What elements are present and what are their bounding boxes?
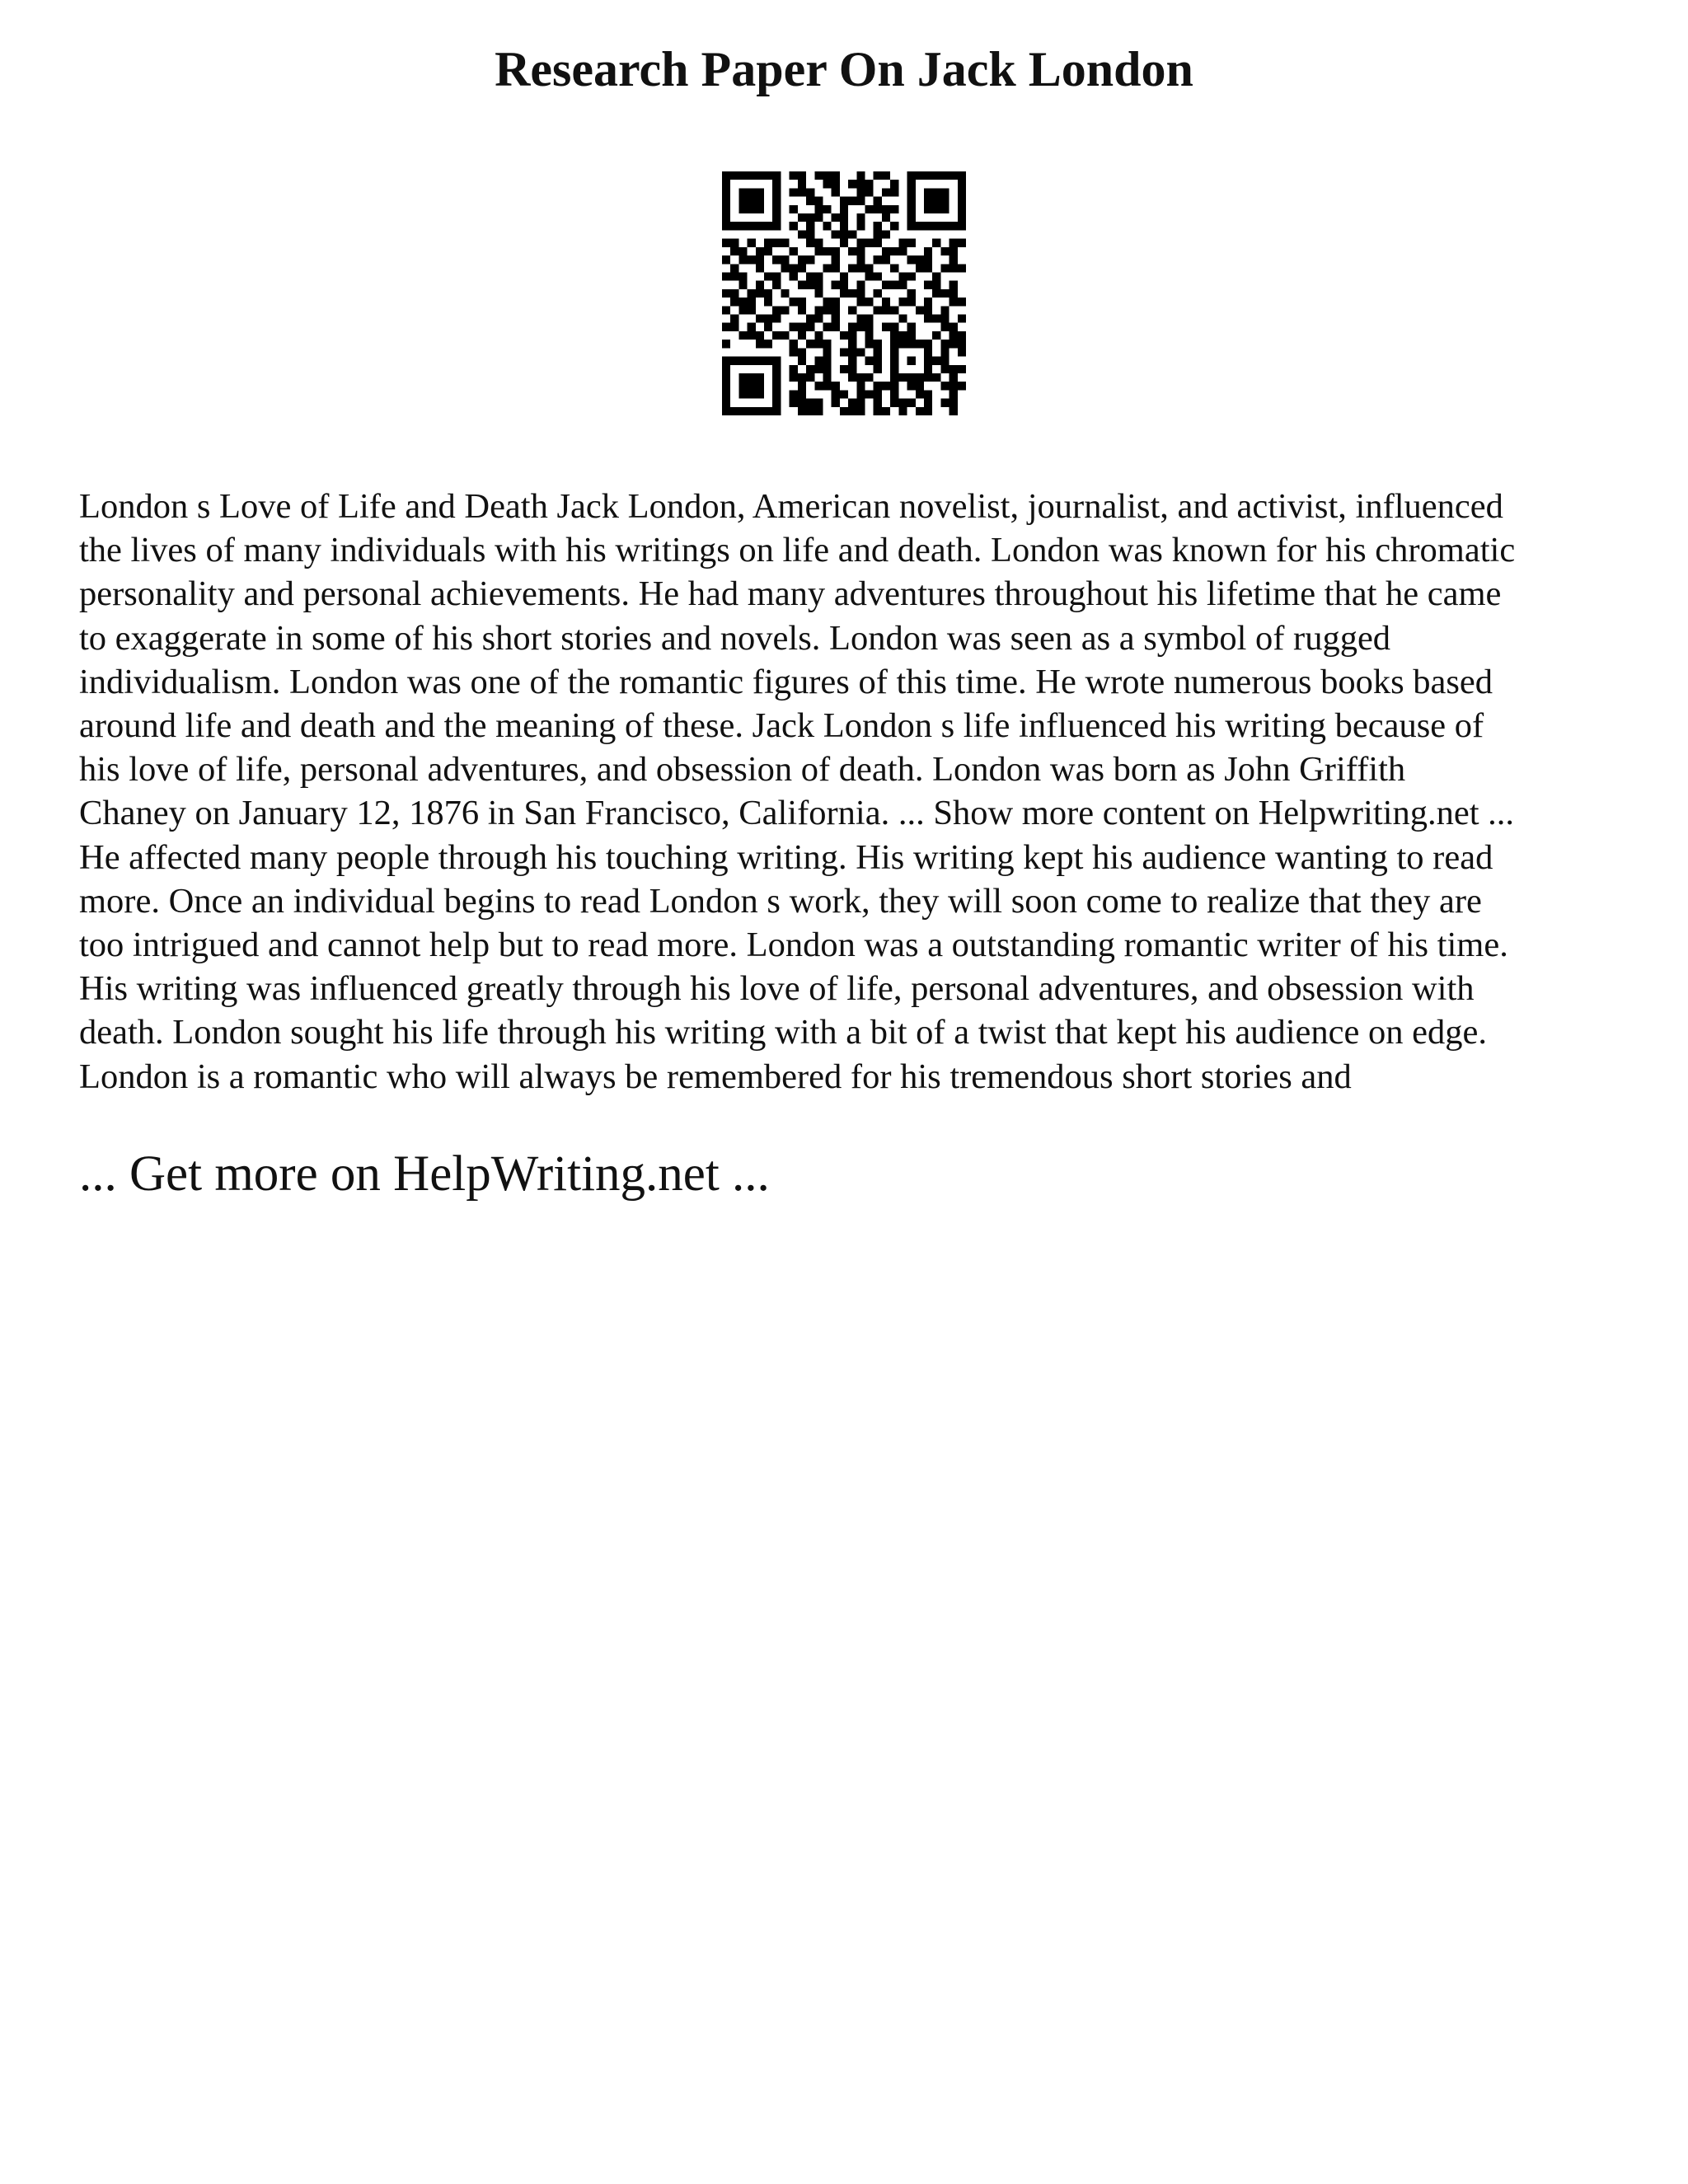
body-line: individualism. London was one of the romantic figures of this time. He wrote numerous books based [79, 662, 1493, 701]
body-line: more. Once an individual begins to read London s work, they will soon come to realize that they are [79, 881, 1482, 921]
body-line: London is a romantic who will always be remembered for his tremendous short stories and [79, 1057, 1352, 1096]
body-line: too intrigued and cannot help but to read more. London was a outstanding romantic writer of his time. [79, 926, 1508, 965]
body-line: He affected many people through his touching writing. His writing kept his audience wanting to read [79, 837, 1493, 877]
body-line: his love of life, personal adventures, and obsession of death. London was born as John Griffith [79, 750, 1406, 790]
body-line: the lives of many individuals with his writings on life and death. London was known for his chromatic [79, 531, 1516, 570]
body-line: death. London sought his life through his writing with a bit of a twist that kept his audience on edge. [79, 1013, 1487, 1052]
body-line: His writing was influenced greatly through his love of life, personal adventures, and obsession with [79, 969, 1475, 1009]
body-line: London s Love of Life and Death Jack London, American novelist, journalist, and activist, influenced [79, 487, 1503, 526]
body-line: around life and death and the meaning of these. Jack London s life influenced his writing because of [79, 706, 1484, 746]
body-line: to exaggerate in some of his short stories and novels. London was seen as a symbol of rugged [79, 618, 1391, 658]
body-line: personality and personal achievements. He had many adventures throughout his lifetime that he came [79, 574, 1502, 614]
get-more-link[interactable]: ... Get more on HelpWriting.net ... [79, 1146, 770, 1202]
qr-code-graphic [722, 171, 966, 415]
page-title: Research Paper On Jack London [495, 42, 1193, 96]
qr-code-icon [722, 171, 966, 415]
body-line: Chaney on January 12, 1876 in San Francisco, California. ... Show more content on Helpwriting.net ... [79, 794, 1515, 833]
body-paragraph [79, 485, 1629, 1099]
